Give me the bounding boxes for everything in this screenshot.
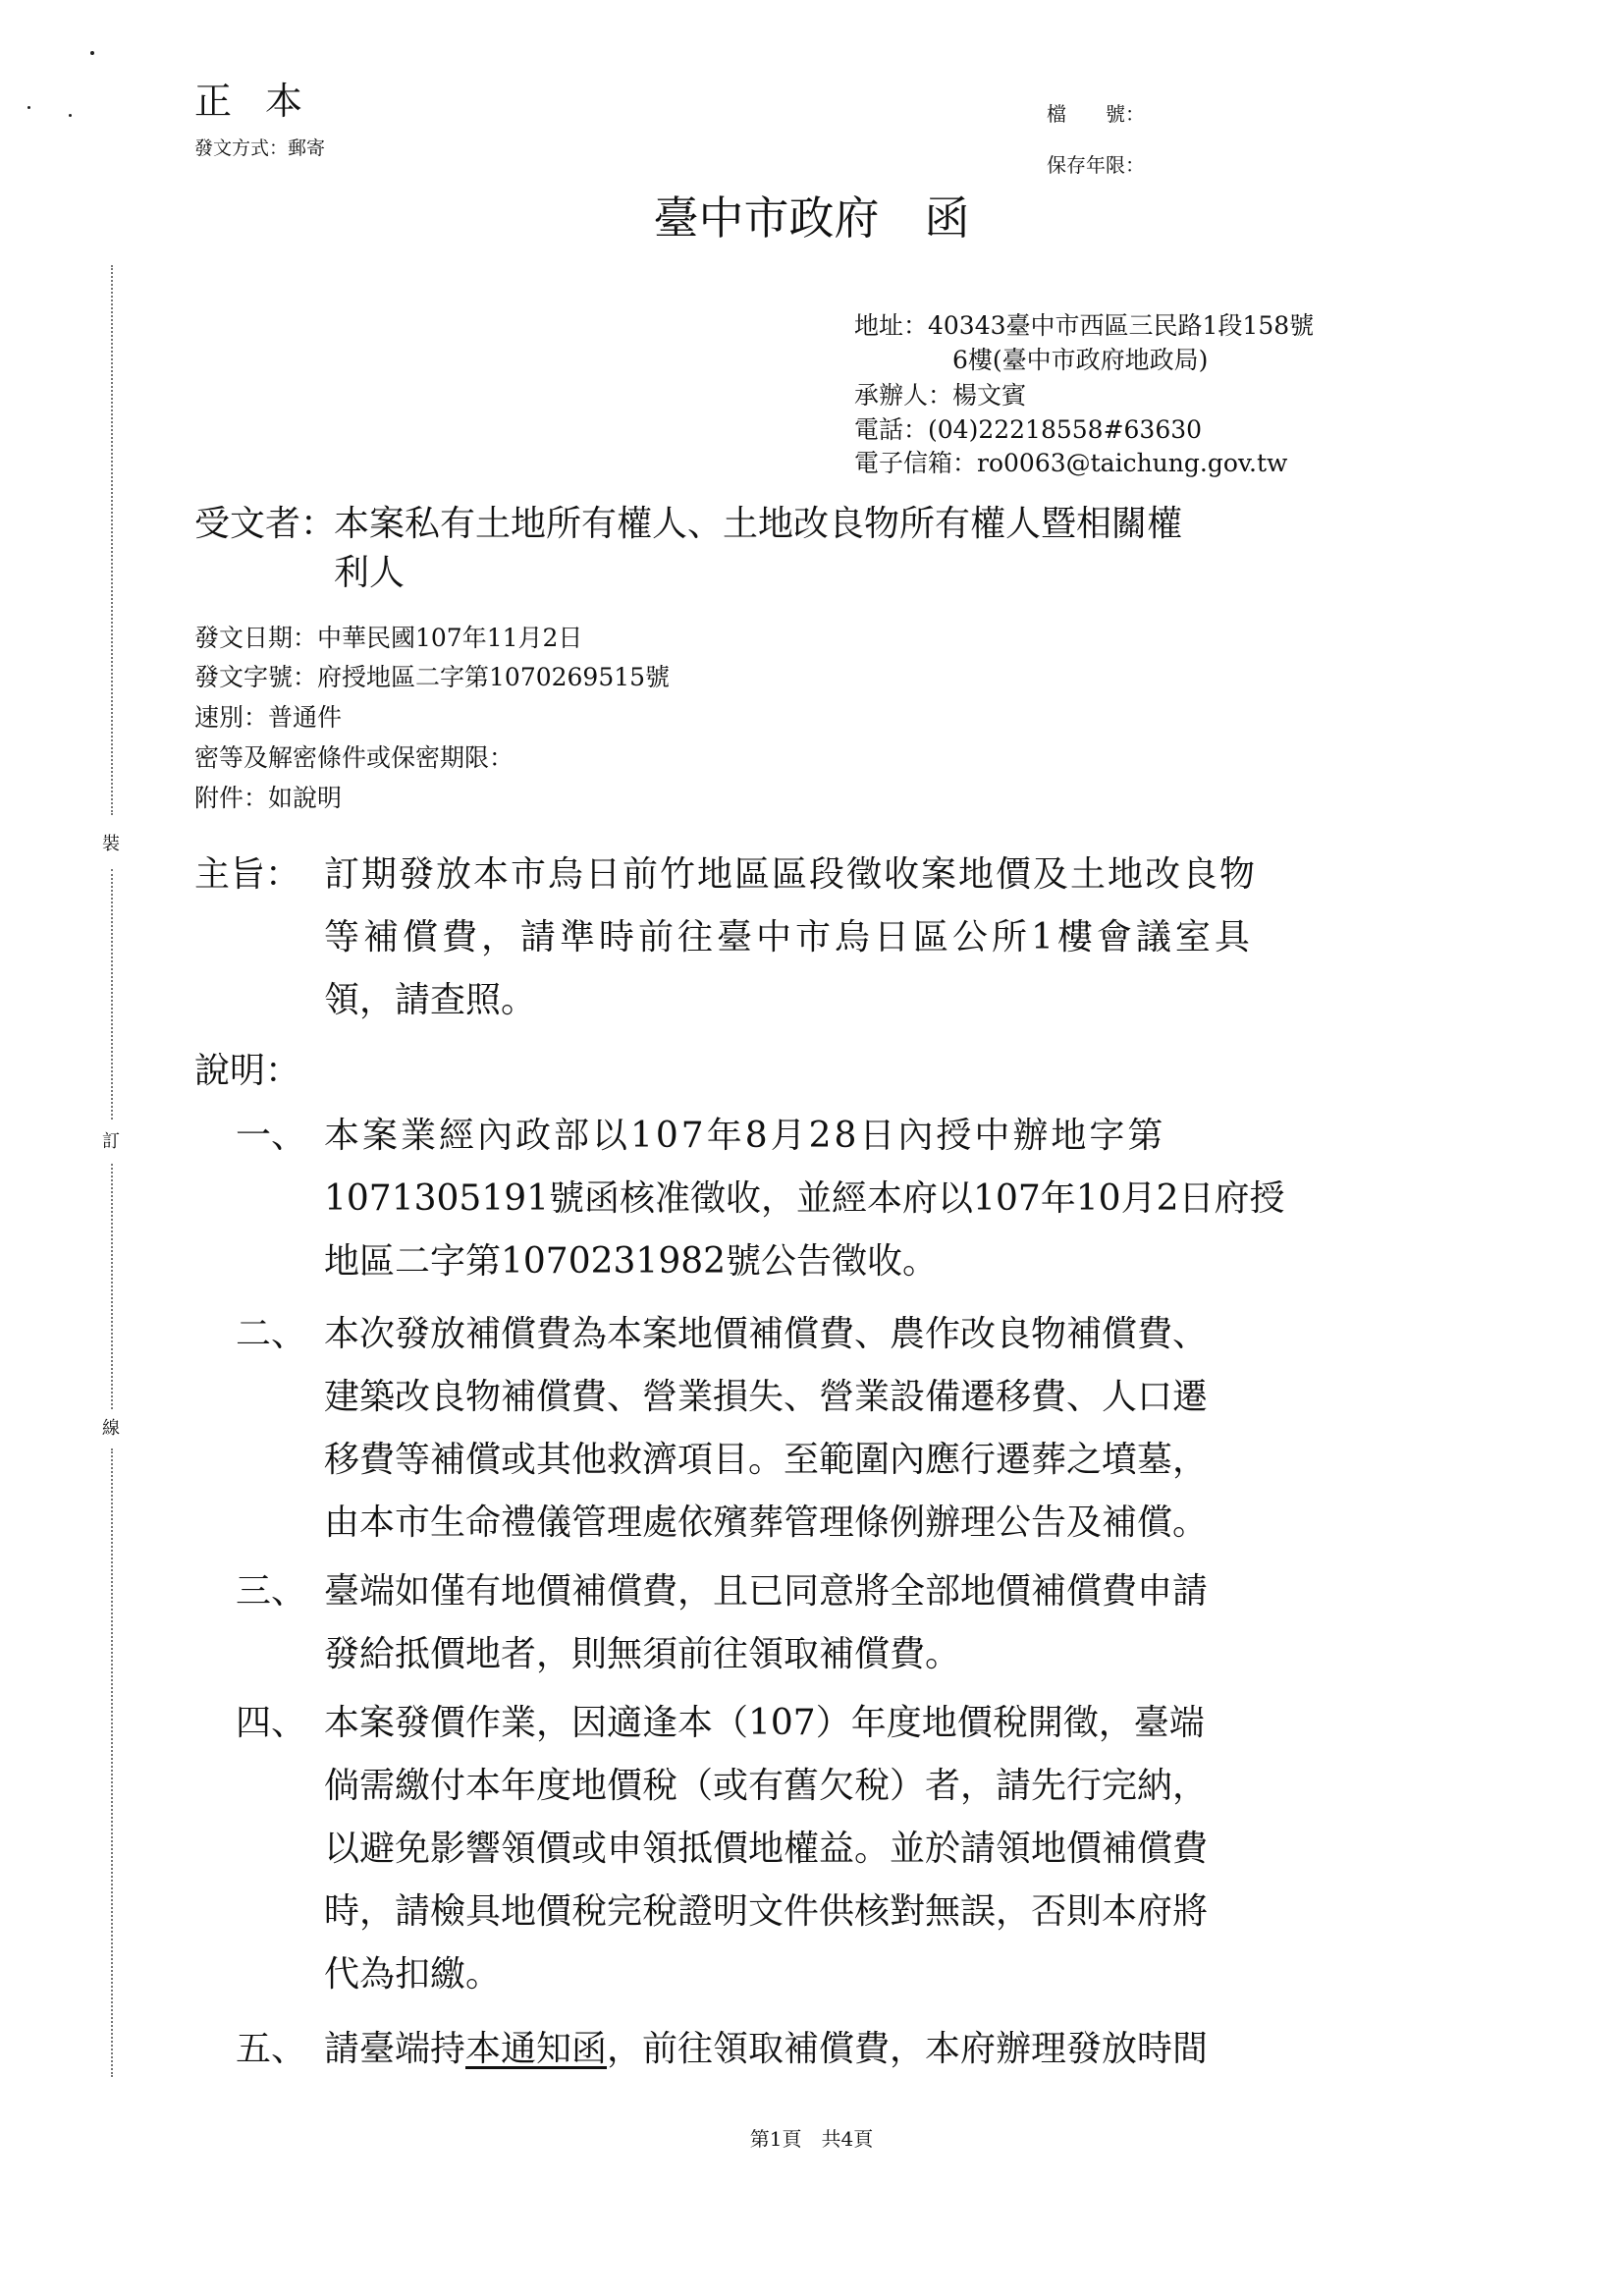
document-type: 函 xyxy=(924,191,970,245)
speed-class: 速別：普通件 xyxy=(194,703,343,732)
copy-type: 正本 xyxy=(194,80,337,123)
document-number: 發文字號：府授地區二字第1070269515號 xyxy=(194,663,671,691)
subject-line-3: 領，請查照。 xyxy=(324,980,537,1020)
item-2-line-3: 移費等補償或其他救濟項目。至範圍內應行遷葬之墳墓， xyxy=(324,1440,1209,1480)
recipient-line-2: 利人 xyxy=(334,553,406,593)
item-1-line-1: 本案業經內政部以107年8月28日內授中辦地字第 xyxy=(324,1116,1166,1156)
item-4-line-5: 代為扣繳。 xyxy=(324,1954,502,1995)
document-title xyxy=(0,183,1623,247)
officer: 承辦人：楊文賓 xyxy=(854,381,1027,410)
item-4-line-3: 以避免影響領價或申領抵價地權益。並於請領地價補償費 xyxy=(324,1829,1209,1869)
margin-mark-bind: 裝 xyxy=(102,834,120,854)
margin-mark-line: 線 xyxy=(102,1418,120,1439)
item-5-text-post: ，前往領取補償費，本府辦理發放時間 xyxy=(607,2029,1209,2069)
issue-date: 發文日期：中華民國107年11月2日 xyxy=(194,624,583,652)
subject-line-2: 等補償費，請準時前往臺中市烏日區公所1樓會議室具 xyxy=(324,917,1254,957)
item-4-line-1: 本案發價作業，因適逢本（107）年度地價稅開徵，臺端 xyxy=(324,1703,1205,1743)
item-2-line-1: 本次發放補償費為本案地價補償費、農作改良物補償費、 xyxy=(324,1314,1209,1354)
address-line-2: 6樓(臺中市政府地政局) xyxy=(952,346,1209,374)
item-5-line-1 xyxy=(324,2021,1208,2071)
item-1-line-2: 1071305191號函核准徵收，並經本府以107年10月2日府授 xyxy=(324,1178,1285,1219)
item-number: 一、 xyxy=(236,1116,307,1156)
binding-dotted-line xyxy=(111,1164,113,1409)
item-1-line-3: 地區二字第1070231982號公告徵收。 xyxy=(324,1241,939,1282)
subject-line-1: 訂期發放本市烏日前竹地區區段徵收案地價及土地改良物 xyxy=(324,854,1258,895)
subject-label: 主旨： xyxy=(194,854,301,895)
item-number: 三、 xyxy=(236,1571,307,1612)
attachment: 附件：如說明 xyxy=(194,784,343,812)
scan-speck xyxy=(69,114,72,117)
retention-period: 保存年限： xyxy=(1047,153,1145,177)
item-3-line-2: 發給抵價地者，則無須前往領取補償費。 xyxy=(324,1634,961,1674)
phone: 電話：(04)22218558#63630 xyxy=(854,415,1203,444)
item-2-line-2: 建築改良物補償費、營業損失、營業設備遷移費、人口遷 xyxy=(324,1377,1209,1417)
item-5-underlined-text: 本通知函 xyxy=(465,2029,608,2069)
recipient-line-1: 本案私有土地所有權人、土地改良物所有權人暨相關權 xyxy=(334,504,1183,544)
binding-dotted-line xyxy=(111,265,113,815)
file-number: 檔 號： xyxy=(1047,102,1145,126)
scan-speck xyxy=(27,106,30,109)
scan-speck xyxy=(90,51,94,55)
item-4-line-4: 時，請檢具地價稅完稅證明文件供核對無誤，否則本府將 xyxy=(324,1891,1209,1932)
binding-dotted-line xyxy=(111,869,113,1120)
binding-dotted-line xyxy=(111,1449,113,2077)
explanation-label: 說明： xyxy=(194,1051,301,1091)
send-method: 發文方式：郵寄 xyxy=(194,137,326,159)
margin-mark-staple: 訂 xyxy=(102,1131,120,1152)
address-line-1: 地址：40343臺中市西區三民路1段158號 xyxy=(854,311,1315,340)
recipient-label: 受文者： xyxy=(194,504,337,544)
item-number: 二、 xyxy=(236,1314,307,1354)
item-2-line-4: 由本市生命禮儀管理處依殯葬管理條例辦理公告及補償。 xyxy=(324,1503,1209,1543)
item-3-line-1: 臺端如僅有地價補償費，且已同意將全部地價補償費申請 xyxy=(324,1571,1209,1612)
email: 電子信箱：ro0063@taichung.gov.tw xyxy=(854,449,1288,477)
item-5-text-pre: 請臺端持 xyxy=(324,2029,466,2069)
item-number: 五、 xyxy=(236,2029,307,2069)
item-4-line-2: 倘需繳付本年度地價稅（或有舊欠稅）者，請先行完納， xyxy=(324,1766,1209,1806)
confidentiality: 密等及解密條件或保密期限： xyxy=(194,743,514,772)
page-number: 第1頁 共4頁 xyxy=(749,2127,874,2151)
issuing-organization: 臺中市政府 xyxy=(653,191,880,245)
item-number: 四、 xyxy=(236,1703,307,1743)
